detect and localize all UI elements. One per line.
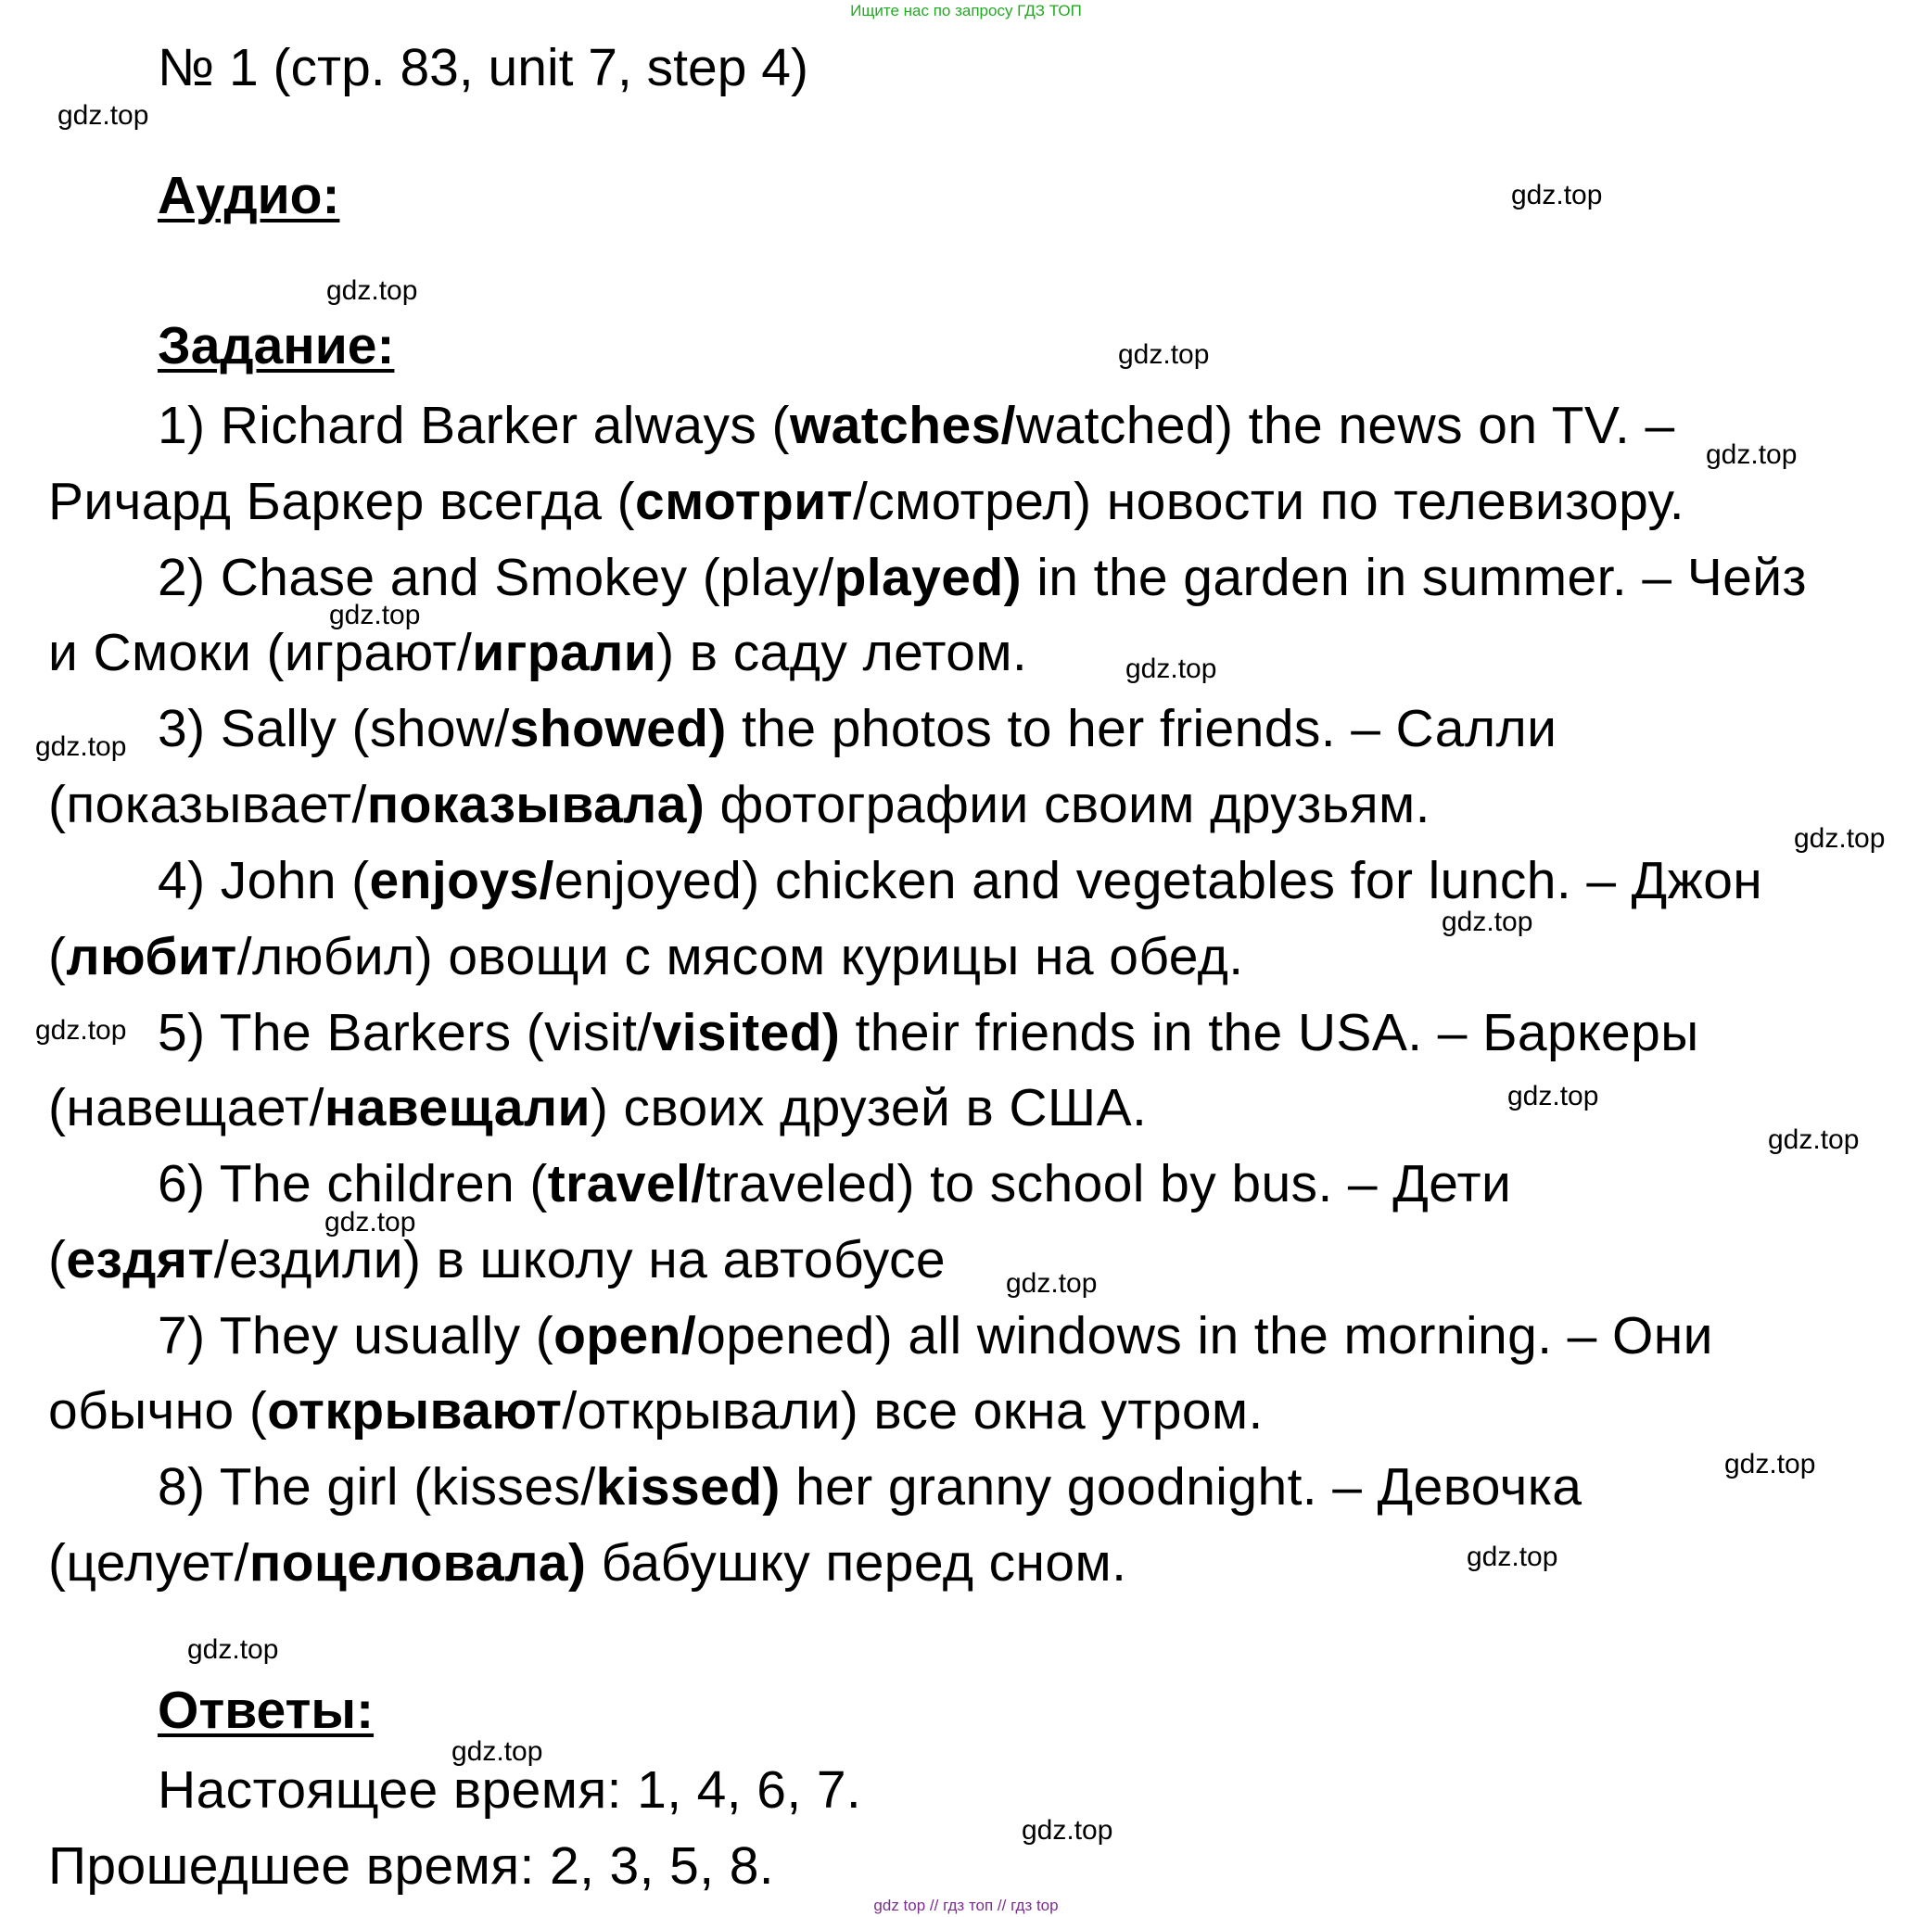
watermark: gdz.top: [1006, 1268, 1098, 1299]
watermark: gdz.top: [1022, 1815, 1113, 1846]
watermark: gdz.top: [1125, 654, 1217, 684]
watermark: gdz.top: [324, 1207, 416, 1238]
watermark: gdz.top: [187, 1634, 279, 1665]
sentence-8-russian: (целует/поцеловала) бабушку перед сном.: [48, 1533, 1127, 1593]
sentence-2-russian: и Смоки (играют/играли) в саду летом.: [48, 623, 1028, 682]
sentence-2-english: 2) Chase and Smokey (play/played) in the garden in summer. – Чейз: [158, 548, 1807, 607]
sentence-6-russian: (ездят/ездили) в школу на автобусе: [48, 1230, 946, 1289]
audio-heading: Аудио:: [158, 166, 340, 225]
watermark: gdz.top: [1118, 339, 1210, 370]
answer-present-tense: Настоящее время: 1, 4, 6, 7.: [158, 1760, 862, 1820]
watermark: gdz.top: [1467, 1542, 1558, 1572]
watermark: gdz.top: [1706, 439, 1798, 470]
sentence-4-russian: (любит/любил) овощи с мясом курицы на обед.: [48, 927, 1244, 986]
sentence-8-english: 8) The girl (kisses/kissed) her granny goodnight. – Девочка: [158, 1457, 1582, 1517]
exercise-title: № 1 (стр. 83, unit 7, step 4): [158, 38, 808, 97]
answers-heading: Ответы:: [158, 1681, 375, 1740]
watermark: gdz.top: [35, 731, 127, 762]
sentence-6-english: 6) The children (travel/traveled) to school by bus. – Дети: [158, 1154, 1512, 1213]
top-promo-note: Ищите нас по запросу ГДЗ ТОП: [850, 2, 1082, 19]
answer-past-tense: Прошедшее время: 2, 3, 5, 8.: [48, 1836, 775, 1896]
watermark: gdz.top: [35, 1015, 127, 1046]
sentence-3-russian: (показывает/показывала) фотографии своим друзьям.: [48, 775, 1430, 834]
sentence-5-russian: (навещает/навещали) своих друзей в США.: [48, 1078, 1148, 1137]
watermark: gdz.top: [1768, 1124, 1860, 1155]
bottom-promo-note: gdz top // гдз топ // гдз top: [873, 1897, 1059, 1914]
sentence-4-english: 4) John (enjoys/enjoyed) chicken and vegetables for lunch. – Джон: [158, 851, 1763, 910]
task-heading: Задание:: [158, 316, 395, 375]
watermark: gdz.top: [1794, 823, 1886, 854]
watermark: gdz.top: [329, 600, 421, 630]
sentence-7-russian: обычно (открывают/открывали) все окна утром.: [48, 1381, 1264, 1441]
watermark: gdz.top: [57, 100, 149, 131]
watermark: gdz.top: [1507, 1081, 1599, 1111]
watermark: gdz.top: [451, 1736, 543, 1767]
watermark: gdz.top: [1724, 1449, 1816, 1479]
sentence-1-english: 1) Richard Barker always (watches/watched) the news on TV. –: [158, 396, 1675, 455]
watermark: gdz.top: [1511, 180, 1603, 210]
watermark: gdz.top: [326, 275, 418, 306]
watermark: gdz.top: [1442, 907, 1533, 937]
sentence-3-english: 3) Sally (show/showed) the photos to her friends. – Салли: [158, 699, 1557, 758]
sentence-7-english: 7) They usually (open/opened) all windows in the morning. – Они: [158, 1306, 1713, 1365]
sentence-1-russian: Ричард Баркер всегда (смотрит/смотрел) новости по телевизору.: [48, 472, 1684, 531]
sentence-5-english: 5) The Barkers (visit/visited) their friends in the USA. – Баркеры: [158, 1003, 1699, 1062]
